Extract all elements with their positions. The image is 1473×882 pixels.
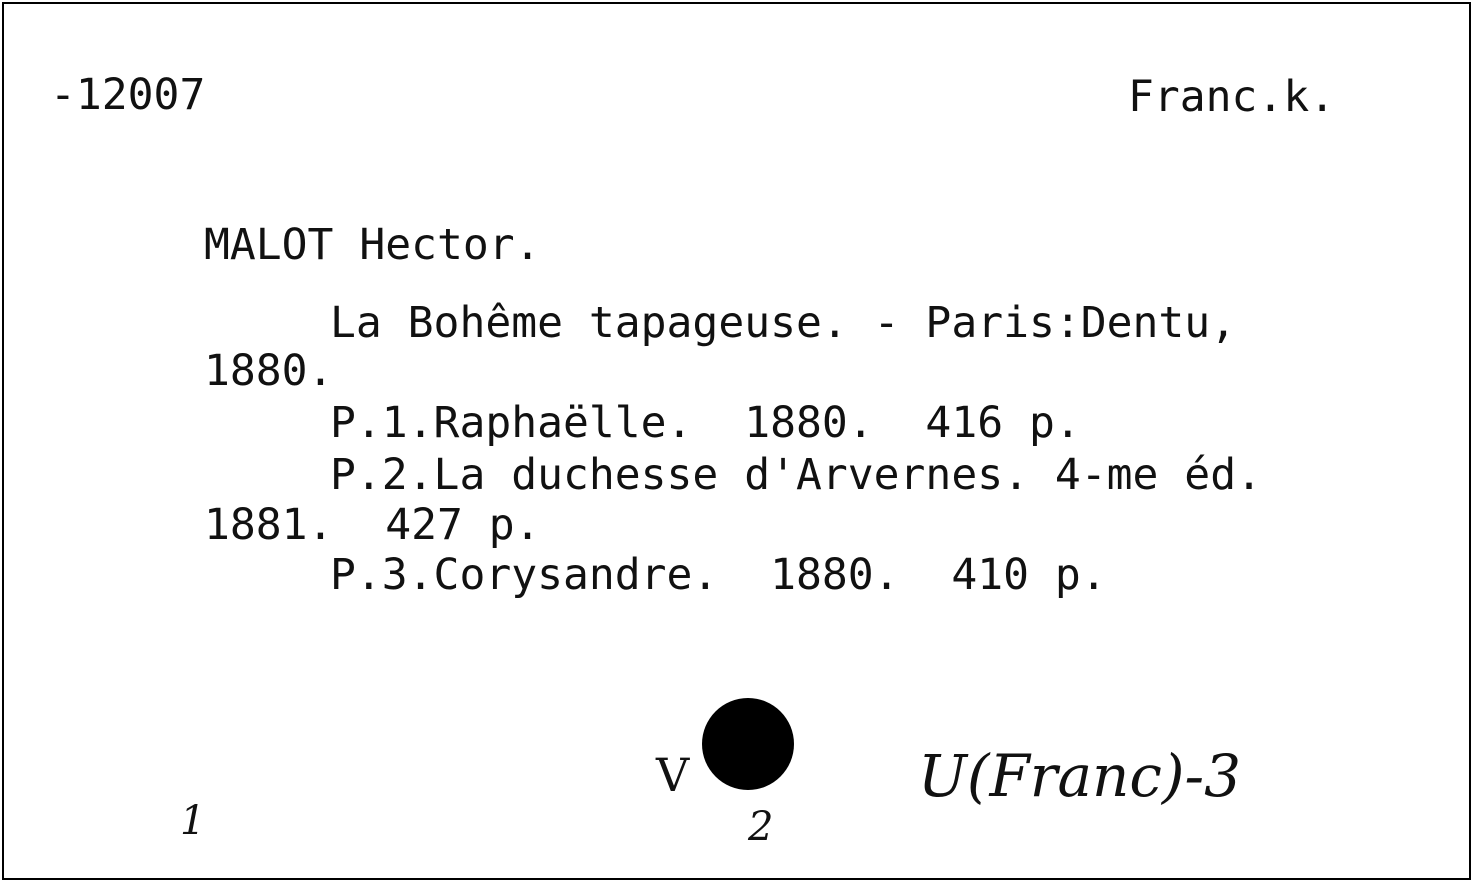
call-number: -12007 [50, 70, 206, 120]
author-heading: MALOT Hector. [204, 220, 541, 270]
catalog-card [2, 2, 1471, 880]
title-line-1: La Bohême tapageuse. - Paris:Dentu, [330, 298, 1237, 348]
handwritten-corner-number: 1 [180, 798, 206, 844]
collection-label: Franc.k. [1128, 72, 1336, 122]
part-2-entry-line-1: P.2.La duchesse d'Arvernes. 4-me éd. [330, 450, 1262, 500]
handwritten-check-mark: V [656, 748, 690, 802]
part-3-entry: P.3.Corysandre. 1880. 410 p. [330, 550, 1107, 600]
punch-hole [702, 698, 794, 790]
handwritten-copy-number: 2 [748, 804, 774, 850]
handwritten-shelf-note: U(Franc)-3 [918, 742, 1242, 810]
part-2-entry-line-2: 1881. 427 p. [204, 500, 541, 550]
title-line-2: 1880. [204, 346, 334, 396]
part-1-entry: P.1.Raphaëlle. 1880. 416 p. [330, 398, 1081, 448]
